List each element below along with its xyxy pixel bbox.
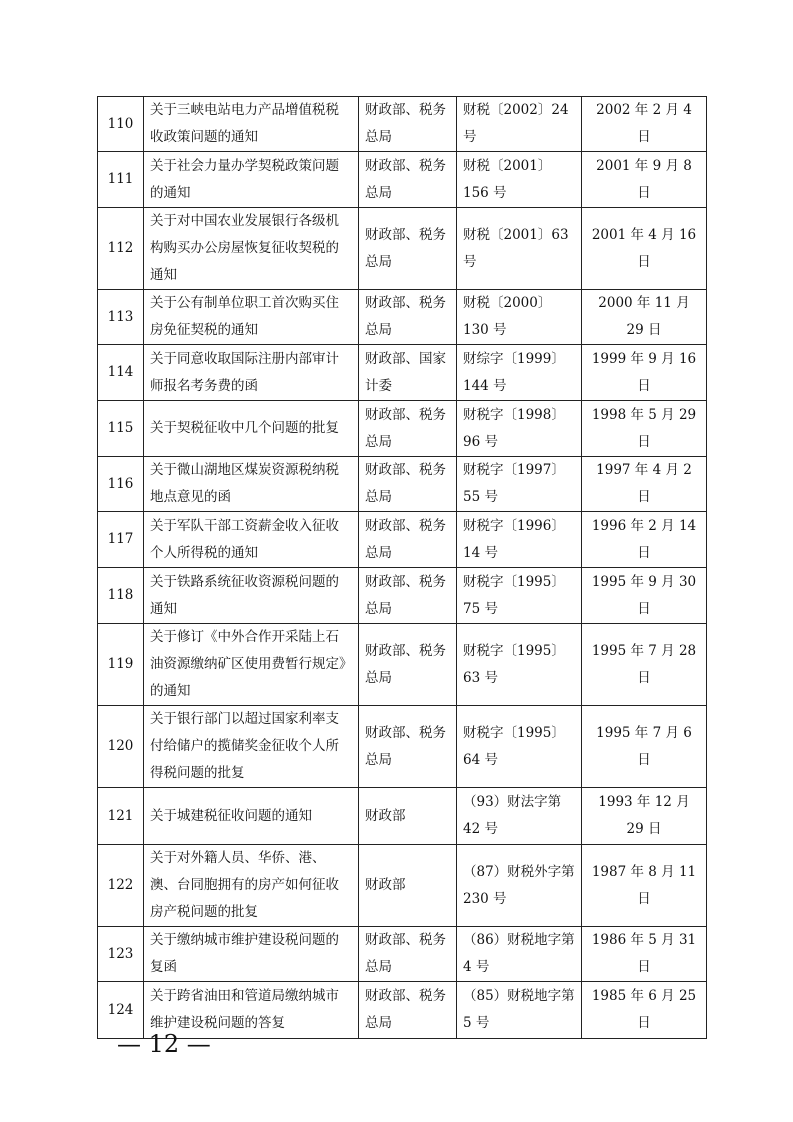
document-title: 关于缴纳城市维护建设税问题的复函 xyxy=(144,927,359,982)
row-number: 120 xyxy=(98,706,144,788)
document-number: 财税字〔1995〕64 号 xyxy=(457,706,582,788)
row-number: 110 xyxy=(98,97,144,152)
document-number: 财税字〔1998〕96 号 xyxy=(457,401,582,457)
row-number: 122 xyxy=(98,845,144,927)
issue-date: 1986 年 5 月 31 日 xyxy=(582,927,707,982)
document-title: 关于修订《中外合作开采陆上石油资源缴纳矿区使用费暂行规定》的通知 xyxy=(144,624,359,706)
issuing-authority: 财政部 xyxy=(359,845,457,927)
document-number: 财税字〔1996〕14 号 xyxy=(457,512,582,568)
row-number: 116 xyxy=(98,457,144,512)
row-number: 114 xyxy=(98,345,144,401)
issue-date: 2000 年 11 月 29 日 xyxy=(582,290,707,345)
document-number: （86）财税地字第 4 号 xyxy=(457,927,582,982)
issue-date: 2001 年 9 月 8 日 xyxy=(582,152,707,208)
document-title: 关于对中国农业发展银行各级机构购买办公房屋恢复征收契税的通知 xyxy=(144,208,359,290)
document-title: 关于铁路系统征收资源税问题的通知 xyxy=(144,568,359,624)
issue-date: 2001 年 4 月 16 日 xyxy=(582,208,707,290)
issuing-authority: 财政部、税务总局 xyxy=(359,927,457,982)
table-row xyxy=(98,927,707,982)
issuing-authority: 财政部、税务总局 xyxy=(359,982,457,1039)
document-title: 关于契税征收中几个问题的批复 xyxy=(144,401,359,457)
issue-date: 1999 年 9 月 16 日 xyxy=(582,345,707,401)
issuing-authority: 财政部、国家计委 xyxy=(359,345,457,401)
issue-date: 1995 年 7 月 6 日 xyxy=(582,706,707,788)
document-number: （85）财税地字第 5 号 xyxy=(457,982,582,1039)
document-title: 关于三峡电站电力产品增值税税收政策问题的通知 xyxy=(144,97,359,152)
document-number: 财税〔2000〕130 号 xyxy=(457,290,582,345)
issuing-authority: 财政部、税务总局 xyxy=(359,512,457,568)
issue-date: 1987 年 8 月 11 日 xyxy=(582,845,707,927)
regulation-table-body xyxy=(98,97,707,1039)
document-number: （93）财法字第 42 号 xyxy=(457,788,582,845)
row-number: 124 xyxy=(98,982,144,1039)
table-row xyxy=(98,788,707,845)
issuing-authority: 财政部 xyxy=(359,788,457,845)
issuing-authority: 财政部、税务总局 xyxy=(359,624,457,706)
row-number: 111 xyxy=(98,152,144,208)
issuing-authority: 财政部、税务总局 xyxy=(359,706,457,788)
issuing-authority: 财政部、税务总局 xyxy=(359,401,457,457)
document-number: 财税〔2001〕156 号 xyxy=(457,152,582,208)
document-title: 关于银行部门以超过国家利率支付给储户的揽储奖金征收个人所得税问题的批复 xyxy=(144,706,359,788)
table-row xyxy=(98,706,707,788)
table-row xyxy=(98,345,707,401)
document-title: 关于跨省油田和管道局缴纳城市维护建设税问题的答复 xyxy=(144,982,359,1039)
issue-date: 1997 年 4 月 2 日 xyxy=(582,457,707,512)
issue-date: 1996 年 2 月 14 日 xyxy=(582,512,707,568)
issue-date: 1985 年 6 月 25 日 xyxy=(582,982,707,1039)
document-title: 关于同意收取国际注册内部审计师报名考务费的函 xyxy=(144,345,359,401)
table-row xyxy=(98,290,707,345)
document-title: 关于公有制单位职工首次购买住房免征契税的通知 xyxy=(144,290,359,345)
document-number: 财税字〔1995〕63 号 xyxy=(457,624,582,706)
issuing-authority: 财政部、税务总局 xyxy=(359,152,457,208)
row-number: 121 xyxy=(98,788,144,845)
table-row xyxy=(98,208,707,290)
document-number: （87）财税外字第 230 号 xyxy=(457,845,582,927)
document-title: 关于对外籍人员、华侨、港、澳、台同胞拥有的房产如何征收房产税问题的批复 xyxy=(144,845,359,927)
table-row xyxy=(98,152,707,208)
table-row xyxy=(98,624,707,706)
issuing-authority: 财政部、税务总局 xyxy=(359,290,457,345)
table-row xyxy=(98,97,707,152)
issuing-authority: 财政部、税务总局 xyxy=(359,97,457,152)
table-row xyxy=(98,457,707,512)
table-row xyxy=(98,568,707,624)
issue-date: 1998 年 5 月 29 日 xyxy=(582,401,707,457)
row-number: 115 xyxy=(98,401,144,457)
document-number: 财税字〔1995〕75 号 xyxy=(457,568,582,624)
table-row xyxy=(98,512,707,568)
document-title: 关于社会力量办学契税政策问题的通知 xyxy=(144,152,359,208)
document-number: 财综字〔1999〕144 号 xyxy=(457,345,582,401)
regulation-table xyxy=(97,96,707,1039)
issuing-authority: 财政部、税务总局 xyxy=(359,568,457,624)
document-number: 财税字〔1997〕55 号 xyxy=(457,457,582,512)
row-number: 112 xyxy=(98,208,144,290)
document-number: 财税〔2001〕63 号 xyxy=(457,208,582,290)
row-number: 123 xyxy=(98,927,144,982)
page-number: — 12 — xyxy=(117,1030,211,1058)
row-number: 117 xyxy=(98,512,144,568)
row-number: 119 xyxy=(98,624,144,706)
document-title: 关于微山湖地区煤炭资源税纳税地点意见的函 xyxy=(144,457,359,512)
issue-date: 1995 年 9 月 30 日 xyxy=(582,568,707,624)
issuing-authority: 财政部、税务总局 xyxy=(359,208,457,290)
document-title: 关于城建税征收问题的通知 xyxy=(144,788,359,845)
issue-date: 1993 年 12 月 29 日 xyxy=(582,788,707,845)
document-number: 财税〔2002〕24 号 xyxy=(457,97,582,152)
row-number: 113 xyxy=(98,290,144,345)
document-title: 关于军队干部工资薪金收入征收个人所得税的通知 xyxy=(144,512,359,568)
row-number: 118 xyxy=(98,568,144,624)
issue-date: 2002 年 2 月 4 日 xyxy=(582,97,707,152)
issuing-authority: 财政部、税务总局 xyxy=(359,457,457,512)
table-row xyxy=(98,845,707,927)
issue-date: 1995 年 7 月 28 日 xyxy=(582,624,707,706)
table-row xyxy=(98,401,707,457)
